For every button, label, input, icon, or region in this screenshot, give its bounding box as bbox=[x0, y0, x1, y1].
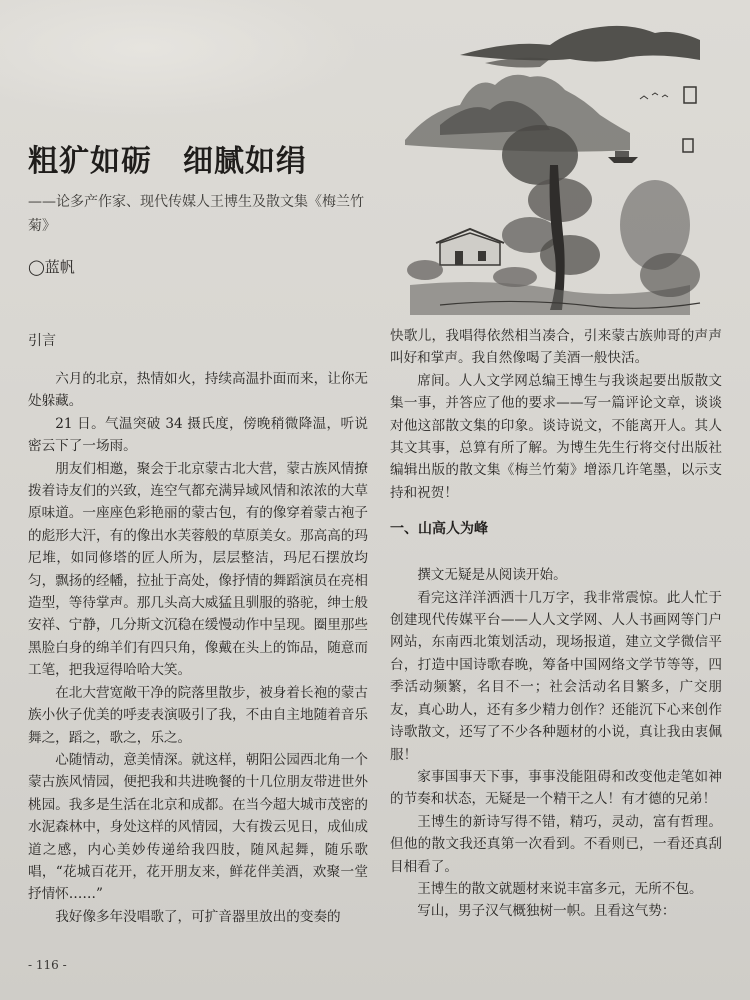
article-title: 粗犷如砺 细腻如绢 bbox=[28, 144, 307, 179]
paragraph: 六月的北京，热情如火，持续高温扑面而来，让你无处躲藏。 bbox=[28, 371, 368, 410]
paragraph: 席间。人人文学网总编王博生与我谈起要出版散文集一事，并答应了他的要求——写一篇评论文章，谈谈对他这部散文集的印象。谈诗说文，不能离开人。其人其文其事，总算有所了解。为博生先生行将交付出版社编辑出版的散文集《梅兰竹菊》增添几许笔墨，以示支持和祝贺！ bbox=[390, 372, 722, 501]
paragraph: 我好像多年没唱歌了，可扩音器里放出的变奏的 bbox=[55, 908, 341, 925]
page-number: - 116 - bbox=[28, 958, 67, 972]
paragraph: 王博生的新诗写得不错，精巧，灵动，富有哲理。但他的散文我还真第一次看到。不看则已，一看还真刮目相看了。 bbox=[390, 813, 722, 875]
paragraph: 看完这洋洋洒洒十几万字，我非常震惊。此人忙于创建现代传媒平台——人人文学网、人人书画网等门户网站，东南西北策划活动，现场报道，建立文学微信平台，打造中国诗歌春晚，筹备中国网络文学节等等，四季活动频繁，名目不一；社会活动名目繁多，广交朋友，真心助人，还有多少精力创作？还能沉下心来创作诗歌散文，还写了不少各种题材的小说，真让我由衷佩服！ bbox=[390, 589, 722, 763]
left-column bbox=[28, 368, 368, 928]
section-heading: 一、山高人为峰 bbox=[390, 521, 488, 538]
paragraph: 朋友们相邀，聚会于北京蒙古北大营，蒙古族风情撩拨着诗友们的兴致，连空气都充满异域风情和浓浓的大草原味道。一座座色彩艳丽的蒙古包，有的像穿着蒙古袍子的彪形大汗，有的像出水芙蓉般的草原美女。那高高的玛尼堆，如同修塔的匠人所为，层层整洁，玛尼石摆放均匀，飘扬的经幡，拉扯于高处，像抒情的舞蹈演员在亮相造型，等待掌声。那几头高大威猛且驯服的骆驼，绅士般安祥、宁静，几分斯文沉稳在缓慢动作中呈现。圈里那些黑脸白身的绵羊们有四只角，像戴在头上的饰品，随意而工笔，把我逗得哈哈大笑。 bbox=[28, 460, 368, 679]
page-glare bbox=[0, 0, 360, 120]
right-column bbox=[390, 325, 722, 923]
paragraph: 心随情动，意美情深。就这样，朝阳公园西北角一个蒙古族风情园，便把我和共进晚餐的十几位朋友带进世外桃园。我多是生活在北京和成都。在当今超大城市茂密的水泥森林中，身处这样的风情园，大有拨云见日，成仙成道之感，内心美妙传递给我四肢，随风起舞，随乐歌唱，“花城百花开，花开朋友来，鲜花伴美酒，欢聚一堂抒情怀……” bbox=[28, 751, 368, 903]
paragraph: 21 日。气温突破 34 摄氏度，傍晚稍微降温，听说密云下了一场雨。 bbox=[28, 415, 368, 455]
paragraph: 写山，男子汉气概独树一帜。且看这气势： bbox=[417, 903, 676, 920]
paragraph: 撰文无疑是从阅读开始。 bbox=[417, 567, 567, 584]
paragraph: 快歌儿，我唱得依然相当凑合，引来蒙古族帅哥的声声叫好和掌声。我自然像喝了美酒一般快活。 bbox=[390, 328, 722, 367]
article-subtitle: ——论多产作家、现代传媒人王博生及散文集《梅兰竹菊》 bbox=[28, 194, 364, 234]
author-byline: ◯蓝帆 bbox=[28, 258, 75, 276]
landscape-ink-illustration bbox=[400, 15, 710, 320]
paragraph: 在北大营宽敞干净的院落里散步，被身着长袍的蒙古族小伙子优美的呼麦表演吸引了我，不由自主地随着音乐舞之，蹈之，歌之，乐之。 bbox=[28, 684, 368, 746]
section-intro-label: 引言 bbox=[28, 333, 56, 349]
paragraph: 家事国事天下事，事事没能阻碍和改变他走笔如神的节奏和状态，无疑是一个精干之人！有才德的兄弟！ bbox=[390, 768, 722, 808]
paragraph: 王博生的散文就题材来说丰富多元，无所不包。 bbox=[417, 880, 703, 897]
